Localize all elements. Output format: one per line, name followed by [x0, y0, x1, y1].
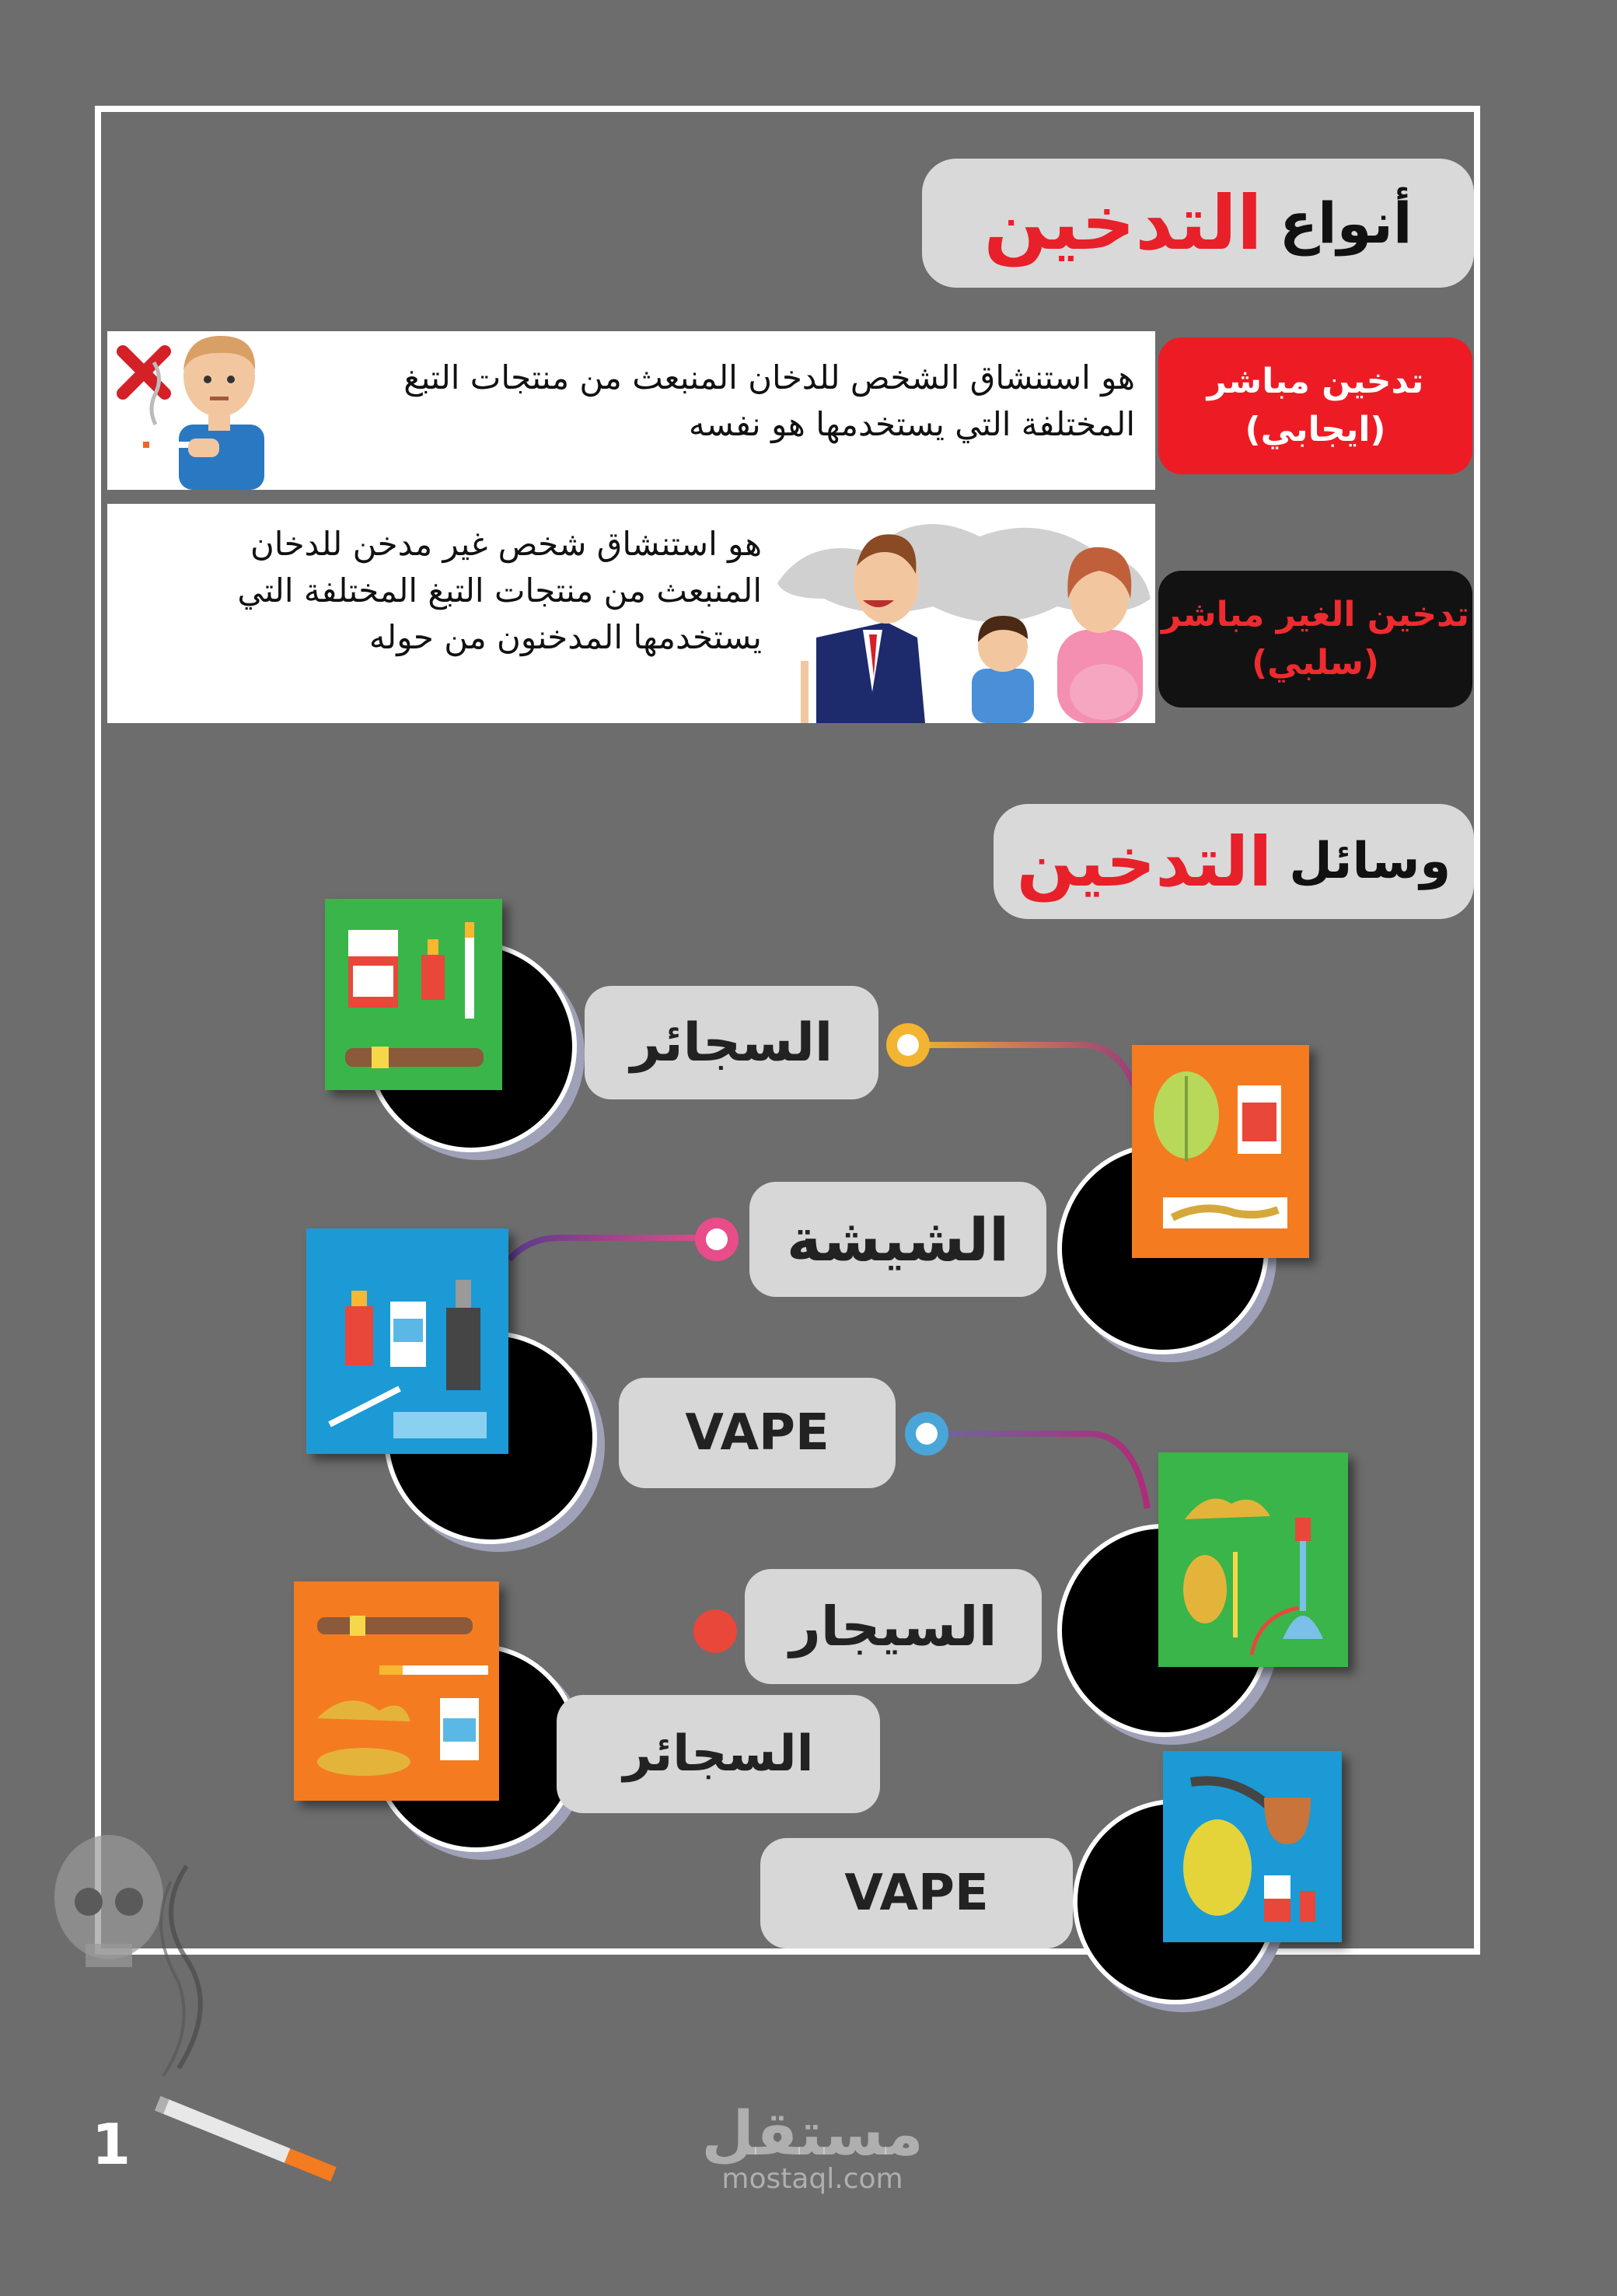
- cigarette-icon: [143, 2099, 353, 2177]
- direct-tag-line1: تدخين مباشر: [1207, 362, 1424, 401]
- connector-dot-2: [695, 1218, 739, 1261]
- connector-dot-1: [886, 1023, 930, 1067]
- indirect-line3: يستخدمها المدخنون من حوله: [368, 618, 762, 656]
- watermark-latin: mostaql.com: [721, 2163, 903, 2195]
- indirect-line2: المنبعث من منتجات التبغ المختلفة التي: [237, 571, 762, 610]
- skull-icon: [31, 1835, 218, 2084]
- means-heading-part1: وسائل: [1289, 833, 1451, 890]
- means-heading-part2: التدخين: [1016, 821, 1273, 902]
- means-label-2: الشيشة: [749, 1182, 1046, 1297]
- watermark-arabic: مستقل: [701, 2099, 924, 2169]
- watermark: [700, 2099, 925, 2195]
- direct-line1: هو استنشاق الشخص للدخان المنبعث من منتجات التبغ: [403, 358, 1135, 397]
- hookah-icon: [1158, 1452, 1348, 1667]
- types-heading-part1: أنواع: [1279, 190, 1413, 256]
- connector-dot-3: [905, 1412, 948, 1456]
- direct-line2: المختلفة التي يستخدمها هو نفسه: [688, 405, 1135, 443]
- means-label-4: السيجار: [745, 1569, 1042, 1684]
- cigarette-pack-icon: [325, 899, 502, 1090]
- indirect-tag-line1: تدخين الغير مباشر: [1161, 595, 1469, 634]
- indirect-line1: هو استنشاق شخص غير مدخن للدخان: [250, 525, 762, 563]
- direct-tag-line2: (ايجابي): [1245, 410, 1386, 449]
- means-label-5: السجائر: [557, 1695, 880, 1813]
- indirect-tag-line2: (سلبي): [1252, 643, 1379, 683]
- vape-device-icon: [306, 1228, 508, 1454]
- means-label-6: VAPE: [760, 1838, 1073, 1948]
- tobacco-leaf-icon: [1132, 1045, 1309, 1258]
- types-heading-part2: التدخين: [983, 180, 1263, 267]
- page-number: 1: [92, 2112, 131, 2177]
- pipe-icon: [1163, 1751, 1342, 1942]
- cigar-icon: [294, 1581, 499, 1801]
- means-label-1: السجائر: [585, 986, 878, 1099]
- connector-dot-4: [693, 1609, 737, 1653]
- means-label-3: VAPE: [619, 1378, 896, 1488]
